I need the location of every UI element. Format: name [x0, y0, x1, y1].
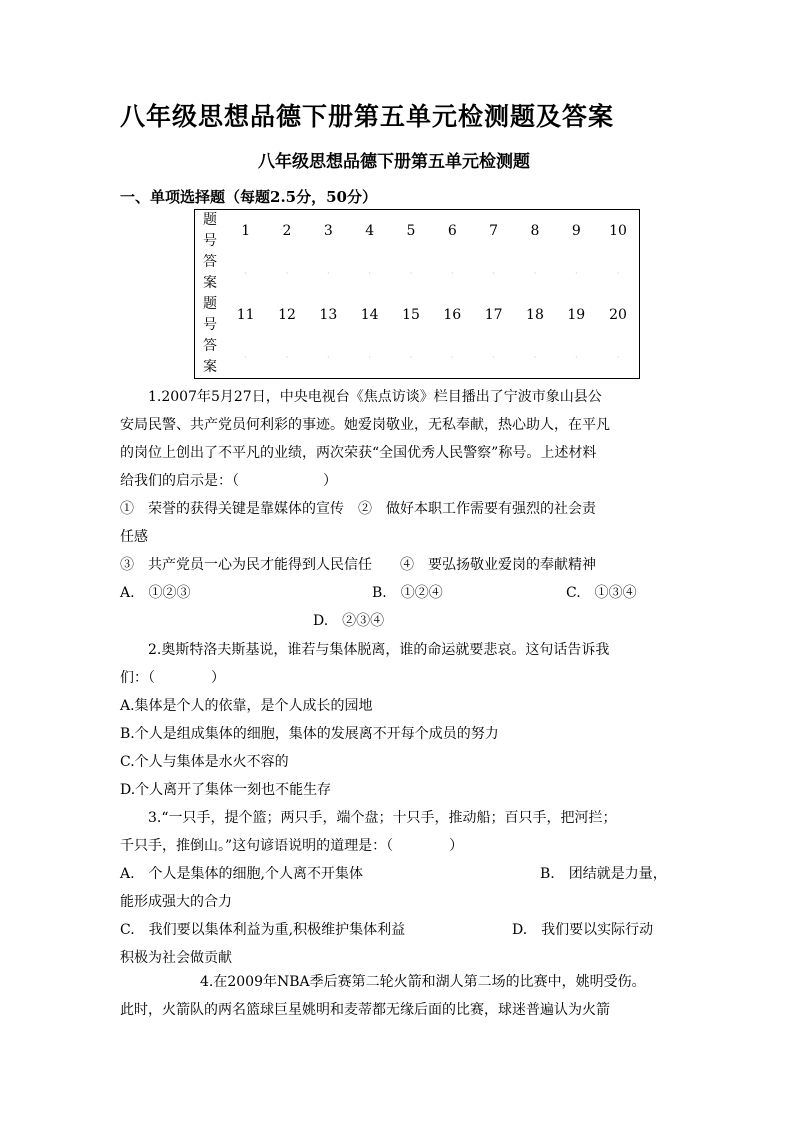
question-text: 1.2007年5月27日，中央电视台《焦点访谈》栏目播出了宁波市象山县公 [148, 389, 602, 405]
answer-cell: · [533, 352, 537, 362]
question-3 [120, 804, 680, 972]
answer-cell: · [616, 352, 620, 362]
option-d: D. ②③④ [313, 613, 385, 629]
table-cell: 12 [278, 306, 296, 323]
header-cell: 案 [203, 275, 217, 291]
table-cell: 10 [609, 222, 627, 239]
table-cell: 20 [609, 306, 627, 323]
page-title: 八年级思想品德下册第五单元检测题及答案 [120, 102, 615, 131]
table-cell: 2 [282, 222, 292, 239]
question-text: 们：（ ） [120, 670, 225, 686]
option-b-continued: 能形成强大的合力 [120, 894, 232, 910]
option-b: B. 团结就是力量， [540, 866, 667, 882]
table-cell: 11 [236, 306, 255, 323]
document-subtitle: 八年级思想品德下册第五单元检测题 [258, 152, 530, 172]
question-2 [120, 636, 680, 804]
answer-cell: · [575, 352, 578, 362]
table-cell: 13 [319, 306, 338, 323]
table-cell: 7 [489, 222, 499, 239]
table-cell: 17 [484, 306, 503, 323]
option-c: C. ①③④ [566, 585, 637, 601]
question-text: 此时，火箭队的两名篮球巨星姚明和麦蒂都无缘后面的比赛，球迷普遍认为火箭 [120, 1002, 610, 1018]
statement-text: ① 荣誉的获得关键是靠媒体的宣传 ② 做好本职工作需要有强烈的社会责 [120, 501, 596, 517]
table-row [195, 210, 640, 232]
question-text: 安局民警、共产党员何利彩的事迹。她爱岗敬业，无私奉献，热心助人，在平凡 [120, 417, 610, 433]
table-cell: 6 [447, 222, 457, 239]
option-d: D. 我们要以实际行动 [512, 922, 654, 938]
answer-cell: · [451, 268, 454, 278]
header-cell: 题 [203, 212, 217, 228]
table-row [195, 252, 640, 273]
option-b: B. ①②④ [372, 585, 443, 601]
question-text: 给我们的启示是：（ ） [120, 473, 337, 489]
option-row [120, 579, 680, 607]
table-cell: 15 [402, 306, 420, 323]
question-text: 千只手，推倒山。”这句谚语说明的道理是：（ ） [120, 838, 464, 854]
statement-text: ③ 共产党员一心为民才能得到人民信任 ④ 要弘扬敬业爱岗的奉献精神 [120, 557, 596, 573]
answer-cell: · [409, 268, 413, 278]
question-text: 4.在2009年NBA季后赛第二轮火箭和湖人第二场的比赛中，姚明受伤。 [200, 974, 646, 990]
question-4 [120, 968, 680, 1024]
option-a: A. ①②③ [120, 585, 191, 601]
table-cell: 1 [241, 222, 251, 239]
header-cell: 案 [203, 359, 217, 375]
option-a: A.集体是个人的依靠，是个人成长的园地 [120, 698, 373, 714]
answer-cell: · [492, 352, 495, 362]
answer-cell: · [285, 352, 289, 362]
section-heading: 一、单项选择题（每题2.5分，50分） [120, 188, 377, 206]
option-d: D.个人离开了集体一刻也不能生存 [120, 782, 332, 798]
table-row [195, 294, 640, 315]
header-cell: 号 [203, 317, 217, 333]
answer-cell: · [368, 268, 371, 278]
answer-cell: · [327, 268, 330, 278]
option-b: B.个人是组成集体的细胞，集体的发展离不开每个成员的努力 [120, 726, 499, 742]
answer-cell: · [409, 352, 413, 362]
answer-cell: · [244, 268, 247, 278]
answer-cell: · [616, 268, 620, 278]
question-text: 的岗位上创出了不平凡的业绩，两次荣获“全国优秀人民警察”称号。上述材料 [120, 445, 597, 461]
table-cell: 14 [360, 306, 379, 323]
answer-table [194, 209, 640, 379]
question-text: 3.“一只手，提个篮；两只手，端个盘；十只手，推动船；百只手，把河拦； [148, 810, 617, 826]
table-cell: 3 [323, 222, 333, 239]
answer-cell: · [368, 352, 371, 362]
answer-cell: · [575, 268, 578, 278]
table-row [195, 336, 640, 357]
option-row [120, 860, 680, 888]
question-text: 2.奥斯特洛夫斯基说，谁若与集体脱离，谁的命运就要悲哀。这句话告诉我 [148, 642, 610, 658]
option-c: C. 我们要以集体利益为重,积极维护集体利益 [120, 922, 406, 938]
answer-cell: · [285, 268, 289, 278]
table-cell: 8 [530, 222, 540, 239]
answer-cell: · [492, 268, 495, 278]
option-a: A. 个人是集体的细胞,个人离不开集体 [120, 866, 364, 882]
answer-cell: · [327, 352, 330, 362]
option-c: C.个人与集体是水火不容的 [120, 754, 289, 770]
option-d-continued: 积极为社会做贡献 [120, 950, 232, 966]
table-cell: 19 [567, 306, 586, 323]
header-cell: 答 [203, 338, 217, 354]
table-cell: 9 [571, 222, 581, 239]
table-cell: 5 [406, 222, 416, 239]
answer-cell: · [244, 352, 247, 362]
header-cell: 号 [203, 233, 217, 249]
table-cell: 4 [365, 222, 375, 239]
header-cell: 题 [203, 296, 217, 312]
header-cell: 答 [203, 254, 217, 270]
table-cell: 16 [443, 306, 462, 323]
option-row [120, 916, 680, 944]
answer-cell: · [533, 268, 537, 278]
question-1 [120, 383, 680, 635]
statement-text: 任感 [120, 529, 148, 545]
answer-cell: · [451, 352, 454, 362]
table-cell: 18 [526, 306, 544, 323]
